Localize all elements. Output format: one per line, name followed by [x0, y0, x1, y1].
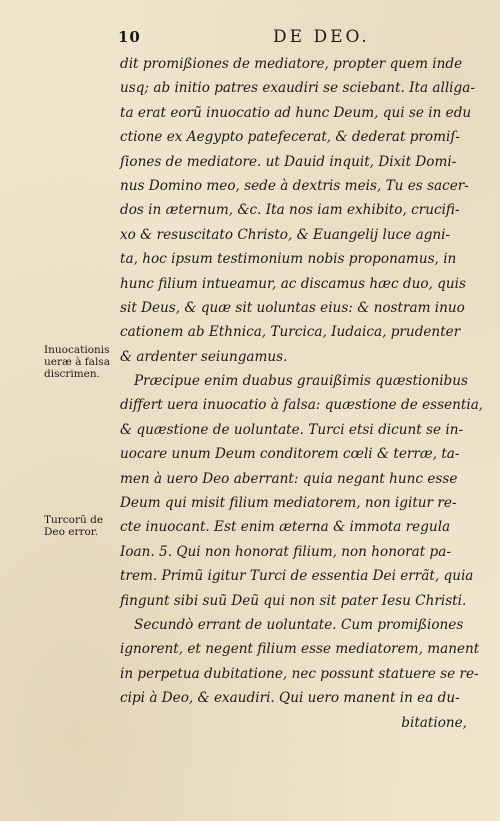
text-line: men à uero Deo aberrant: quia negant hunc esse [120, 470, 458, 487]
marginal-note [44, 344, 118, 380]
text-line: trem. Primũ igitur Turci de essentia Dei errãt, quia [120, 568, 474, 585]
text-line: hunc filium intueamur, ac discamus hæc duo, quis [120, 275, 466, 292]
marginal-note-line: Turcorũ de [44, 514, 104, 526]
paragraph-start-line: Præcipue enim duabus grauißimis quæstionibus [134, 373, 468, 390]
text-line: cationem ab Ethnica, Turcica, Iudaica, prudenter [120, 324, 461, 341]
text-line: cte inuocant. Est enim æterna & immota regula [120, 519, 451, 536]
text-line: xo & resuscitato Christo, & Euangelij luce agni- [120, 226, 451, 243]
text-line: dos in æternum, &c. Ita nos iam exhibito, crucifi- [120, 202, 460, 219]
text-line: cipi à Deo, & exaudiri. Qui uero manent in ea du- [120, 690, 460, 707]
text-line: ta, hoc ipsum testimonium nobis proponamus, in [120, 251, 457, 268]
page-number: 10 [118, 28, 141, 46]
text-line: & quæstione de uoluntate. Turci etsi dicunt se in- [120, 421, 464, 438]
text-line: bitatione, [401, 714, 467, 731]
text-line: usq; ab initio patres exaudiri se sciebant. Ita alliga- [120, 80, 475, 97]
page-header [118, 28, 448, 50]
text-line: fingunt sibi suũ Deũ qui non sit pater Iesu Christi. [120, 592, 467, 609]
marginal-note-line: discrimen. [44, 368, 100, 380]
marginal-note-line: Inuocationis [44, 344, 110, 356]
text-line: nus Domino meo, sede à dextris meis, Tu es sacer- [120, 177, 469, 194]
text-line: ctione ex Aegypto patefecerat, & dederat promiſ- [120, 129, 460, 146]
text-line: in perpetua dubitatione, nec possunt statuere se re- [120, 665, 479, 682]
text-line: Secundò errant de uoluntate. Cum promißiones [134, 616, 464, 633]
text-line: Deum qui misit filium mediatorem, non igitur re- [120, 495, 457, 512]
text-line: uocare unum Deum conditorem cœli & terræ, ta- [120, 446, 460, 463]
text-line: & ardenter seiungamus. [120, 348, 288, 365]
text-line: Ioan. 5. Qui non honorat filium, non honorat pa- [120, 543, 451, 560]
text-line: differt uera inuocatio à falsa: quæstione de essentia, [120, 397, 484, 414]
body-text [120, 52, 484, 735]
text-line: dit promißiones de mediatore, propter quem inde [120, 56, 463, 72]
marginal-note [44, 514, 118, 538]
text-line: ta erat eorũ inuocatio ad hunc Deum, qui se in edu [120, 104, 472, 121]
marginal-note-line: ueræ à falsa [44, 356, 110, 368]
marginal-note-line: Deo error. [44, 526, 99, 538]
running-head: DE DEO. [273, 27, 370, 47]
text-line: ignorent, et negent filium esse mediatorem, manent [120, 641, 480, 658]
text-line: sit Deus, & quæ sit uoluntas eius: & nostram inuo [120, 299, 465, 316]
text-line: ſiones de mediatore. ut Dauid inquit, Dixit Domi- [120, 153, 457, 170]
